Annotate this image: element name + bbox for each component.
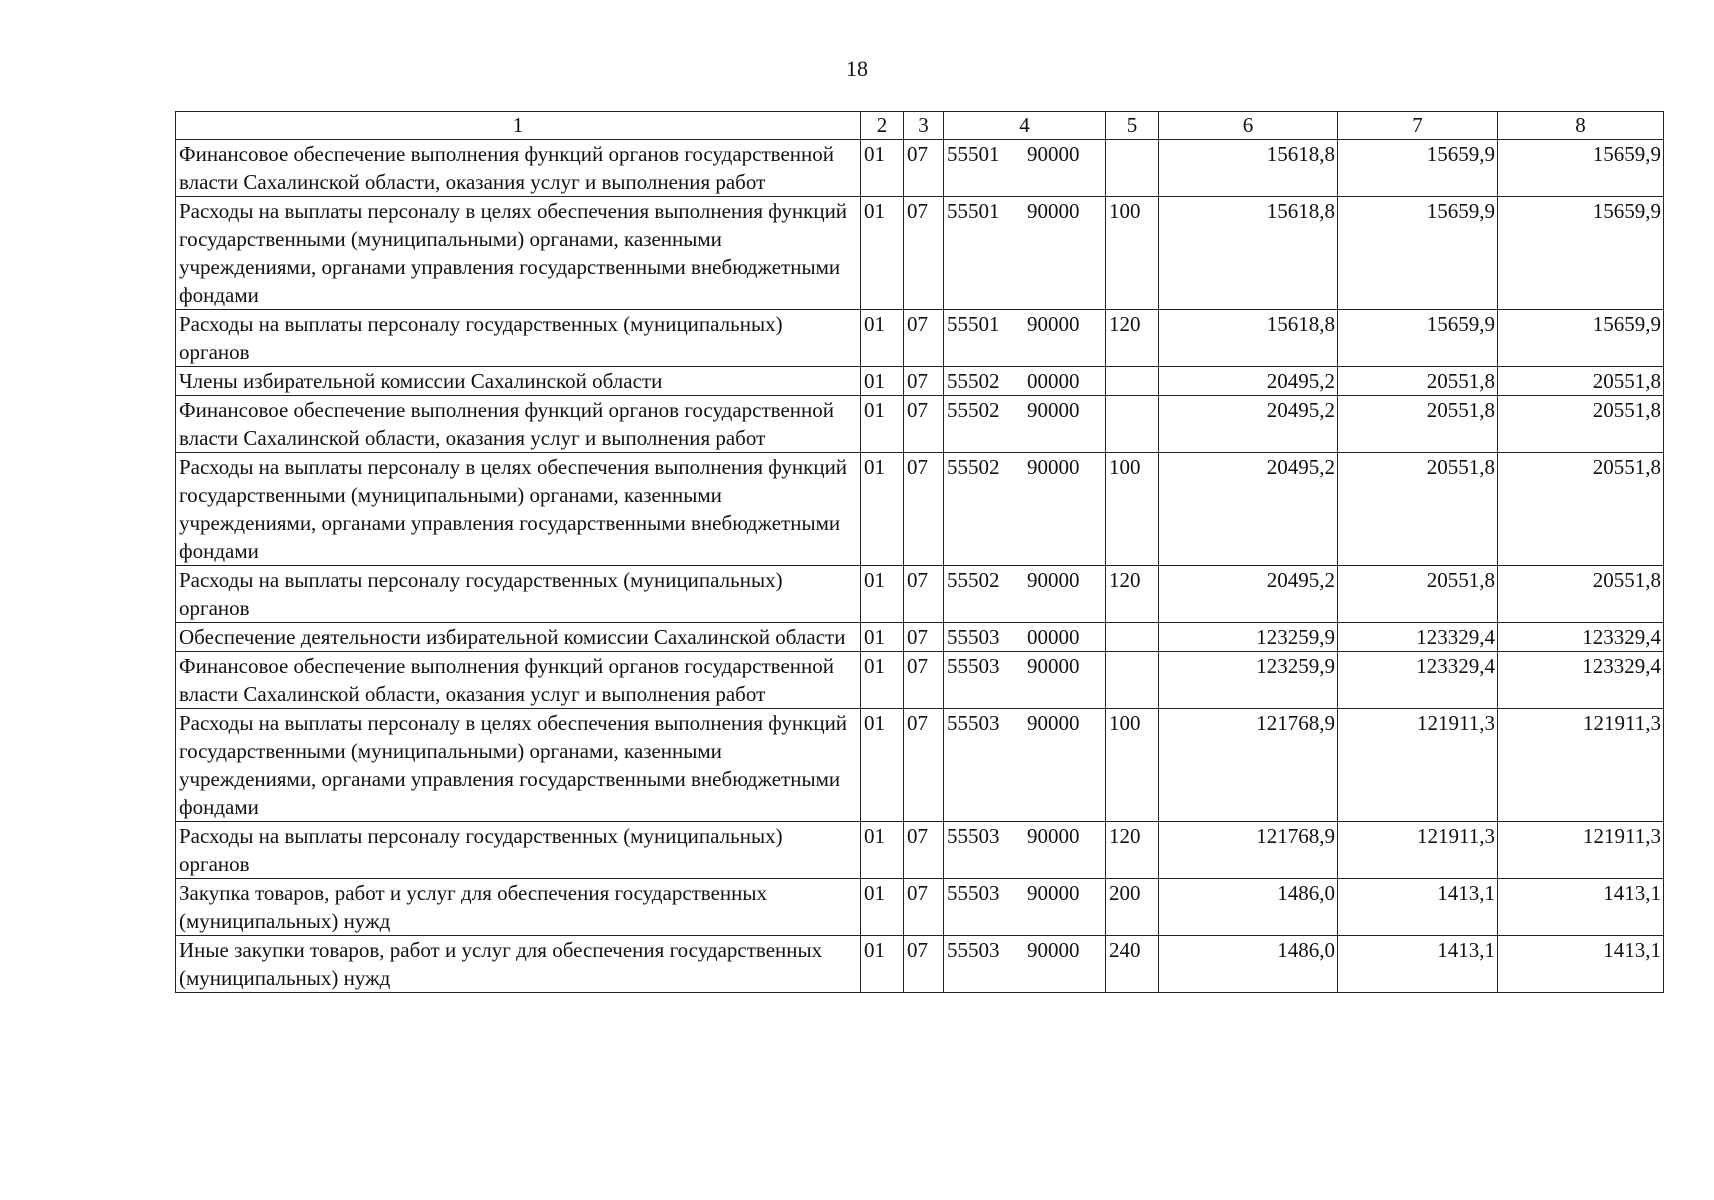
header-row: [176, 112, 1664, 140]
amount-col-7-cell: 20551,8: [1338, 396, 1498, 453]
program-code: 55502: [947, 369, 1000, 393]
section-code-cell: 01: [861, 310, 904, 367]
amount-col-6-cell: 20495,2: [1159, 367, 1338, 396]
expense-type-cell: [1106, 623, 1159, 652]
amount-col-7-cell: 1413,1: [1338, 879, 1498, 936]
row-name-cell: Расходы на выплаты персоналу в целях обеспечения выполнения функций государственными (муниципальными) органами, казенными учреждениями, органами управления государственными внебюджетными фондами: [176, 453, 861, 566]
expense-type-cell: 200: [1106, 879, 1159, 936]
section-code-cell: 01: [861, 453, 904, 566]
section-code-cell: 01: [861, 197, 904, 310]
section-code-cell: 01: [861, 566, 904, 623]
amount-col-8-cell: 123329,4: [1498, 652, 1664, 709]
direction-code: 90000: [1027, 199, 1080, 223]
header-col-6: 6: [1159, 112, 1338, 140]
target-article-cell: [944, 936, 1106, 993]
amount-col-6-cell: 15618,8: [1159, 310, 1338, 367]
direction-code: 90000: [1027, 654, 1080, 678]
amount-col-8-cell: 121911,3: [1498, 709, 1664, 822]
header-col-4: 4: [944, 112, 1106, 140]
amount-col-7-cell: 1413,1: [1338, 936, 1498, 993]
expense-type-cell: 120: [1106, 310, 1159, 367]
amount-col-8-cell: 15659,9: [1498, 140, 1664, 197]
subsection-code-cell: 07: [904, 936, 944, 993]
budget-table: [175, 111, 1664, 993]
table-row: [176, 709, 1664, 822]
section-code-cell: 01: [861, 936, 904, 993]
subsection-code-cell: 07: [904, 822, 944, 879]
row-name-cell: Финансовое обеспечение выполнения функций органов государственной власти Сахалинской области, оказания услуг и выполнения работ: [176, 140, 861, 197]
expense-type-cell: 100: [1106, 709, 1159, 822]
amount-col-7-cell: 20551,8: [1338, 566, 1498, 623]
amount-col-8-cell: 123329,4: [1498, 623, 1664, 652]
subsection-code-cell: 07: [904, 623, 944, 652]
amount-col-8-cell: 1413,1: [1498, 879, 1664, 936]
header-col-3: 3: [904, 112, 944, 140]
row-name-cell: Члены избирательной комиссии Сахалинской области: [176, 367, 861, 396]
direction-code: 90000: [1027, 568, 1080, 592]
header-col-7: 7: [1338, 112, 1498, 140]
table-row: [176, 367, 1664, 396]
table-row: [176, 936, 1664, 993]
target-article-cell: [944, 140, 1106, 197]
subsection-code-cell: 07: [904, 879, 944, 936]
program-code: 55503: [947, 881, 1000, 905]
table-row: [176, 197, 1664, 310]
expense-type-cell: 120: [1106, 822, 1159, 879]
program-code: 55503: [947, 938, 1000, 962]
amount-col-6-cell: 1486,0: [1159, 879, 1338, 936]
direction-code: 90000: [1027, 881, 1080, 905]
expense-type-cell: 100: [1106, 197, 1159, 310]
table-row: [176, 566, 1664, 623]
table-row: [176, 652, 1664, 709]
section-code-cell: 01: [861, 822, 904, 879]
amount-col-6-cell: 20495,2: [1159, 453, 1338, 566]
row-name-cell: Расходы на выплаты персоналу в целях обеспечения выполнения функций государственными (муниципальными) органами, казенными учреждениями, органами управления государственными внебюджетными фондами: [176, 709, 861, 822]
subsection-code-cell: 07: [904, 197, 944, 310]
table-row: [176, 879, 1664, 936]
amount-col-6-cell: 121768,9: [1159, 709, 1338, 822]
amount-col-8-cell: 15659,9: [1498, 310, 1664, 367]
row-name-cell: Иные закупки товаров, работ и услуг для обеспечения государственных (муниципальных) нужд: [176, 936, 861, 993]
subsection-code-cell: 07: [904, 709, 944, 822]
amount-col-6-cell: 1486,0: [1159, 936, 1338, 993]
target-article-cell: [944, 310, 1106, 367]
row-name-cell: Расходы на выплаты персоналу государственных (муниципальных) органов: [176, 310, 861, 367]
program-code: 55501: [947, 199, 1000, 223]
amount-col-6-cell: 20495,2: [1159, 566, 1338, 623]
amount-col-8-cell: 1413,1: [1498, 936, 1664, 993]
direction-code: 90000: [1027, 398, 1080, 422]
amount-col-7-cell: 15659,9: [1338, 310, 1498, 367]
section-code-cell: 01: [861, 652, 904, 709]
amount-col-7-cell: 121911,3: [1338, 822, 1498, 879]
amount-col-7-cell: 123329,4: [1338, 623, 1498, 652]
subsection-code-cell: 07: [904, 310, 944, 367]
section-code-cell: 01: [861, 623, 904, 652]
header-col-2: 2: [861, 112, 904, 140]
amount-col-8-cell: 20551,8: [1498, 367, 1664, 396]
target-article-cell: [944, 879, 1106, 936]
target-article-cell: [944, 652, 1106, 709]
table-row: [176, 396, 1664, 453]
amount-col-8-cell: 121911,3: [1498, 822, 1664, 879]
expense-type-cell: [1106, 652, 1159, 709]
program-code: 55503: [947, 654, 1000, 678]
program-code: 55502: [947, 568, 1000, 592]
amount-col-7-cell: 15659,9: [1338, 197, 1498, 310]
direction-code: 90000: [1027, 824, 1080, 848]
subsection-code-cell: 07: [904, 566, 944, 623]
amount-col-8-cell: 20551,8: [1498, 396, 1664, 453]
header-col-1: 1: [176, 112, 861, 140]
expense-type-cell: 120: [1106, 566, 1159, 623]
target-article-cell: [944, 709, 1106, 822]
amount-col-7-cell: 20551,8: [1338, 453, 1498, 566]
table-body: [176, 140, 1664, 993]
section-code-cell: 01: [861, 396, 904, 453]
amount-col-8-cell: 15659,9: [1498, 197, 1664, 310]
direction-code: 90000: [1027, 142, 1080, 166]
section-code-cell: 01: [861, 140, 904, 197]
subsection-code-cell: 07: [904, 453, 944, 566]
program-code: 55501: [947, 312, 1000, 336]
header-col-8: 8: [1498, 112, 1664, 140]
row-name-cell: Финансовое обеспечение выполнения функций органов государственной власти Сахалинской области, оказания услуг и выполнения работ: [176, 652, 861, 709]
program-code: 55503: [947, 625, 1000, 649]
expense-type-cell: [1106, 140, 1159, 197]
target-article-cell: [944, 197, 1106, 310]
expense-type-cell: 100: [1106, 453, 1159, 566]
direction-code: 00000: [1027, 625, 1080, 649]
amount-col-6-cell: 15618,8: [1159, 140, 1338, 197]
amount-col-7-cell: 123329,4: [1338, 652, 1498, 709]
row-name-cell: Обеспечение деятельности избирательной комиссии Сахалинской области: [176, 623, 861, 652]
table-row: [176, 623, 1664, 652]
program-code: 55503: [947, 711, 1000, 735]
amount-col-6-cell: 121768,9: [1159, 822, 1338, 879]
expense-type-cell: 240: [1106, 936, 1159, 993]
target-article-cell: [944, 396, 1106, 453]
amount-col-6-cell: 15618,8: [1159, 197, 1338, 310]
table-row: [176, 453, 1664, 566]
amount-col-8-cell: 20551,8: [1498, 566, 1664, 623]
subsection-code-cell: 07: [904, 652, 944, 709]
target-article-cell: [944, 367, 1106, 396]
target-article-cell: [944, 822, 1106, 879]
amount-col-6-cell: 123259,9: [1159, 652, 1338, 709]
page-number: 18: [846, 56, 868, 81]
amount-col-6-cell: 20495,2: [1159, 396, 1338, 453]
target-article-cell: [944, 623, 1106, 652]
table-row: [176, 822, 1664, 879]
expense-type-cell: [1106, 396, 1159, 453]
program-code: 55502: [947, 398, 1000, 422]
subsection-code-cell: 07: [904, 367, 944, 396]
header-col-5: 5: [1106, 112, 1159, 140]
row-name-cell: Расходы на выплаты персоналу государственных (муниципальных) органов: [176, 822, 861, 879]
direction-code: 90000: [1027, 455, 1080, 479]
table-row: [176, 310, 1664, 367]
subsection-code-cell: 07: [904, 396, 944, 453]
subsection-code-cell: 07: [904, 140, 944, 197]
amount-col-8-cell: 20551,8: [1498, 453, 1664, 566]
direction-code: 90000: [1027, 312, 1080, 336]
section-code-cell: 01: [861, 709, 904, 822]
expense-type-cell: [1106, 367, 1159, 396]
row-name-cell: Расходы на выплаты персоналу в целях обеспечения выполнения функций государственными (муниципальными) органами, казенными учреждениями, органами управления государственными внебюджетными фондами: [176, 197, 861, 310]
row-name-cell: Закупка товаров, работ и услуг для обеспечения государственных (муниципальных) нужд: [176, 879, 861, 936]
program-code: 55503: [947, 824, 1000, 848]
amount-col-7-cell: 20551,8: [1338, 367, 1498, 396]
program-code: 55502: [947, 455, 1000, 479]
row-name-cell: Расходы на выплаты персоналу государственных (муниципальных) органов: [176, 566, 861, 623]
target-article-cell: [944, 566, 1106, 623]
target-article-cell: [944, 453, 1106, 566]
row-name-cell: Финансовое обеспечение выполнения функций органов государственной власти Сахалинской области, оказания услуг и выполнения работ: [176, 396, 861, 453]
direction-code: 90000: [1027, 938, 1080, 962]
direction-code: 90000: [1027, 711, 1080, 735]
amount-col-6-cell: 123259,9: [1159, 623, 1338, 652]
section-code-cell: 01: [861, 879, 904, 936]
amount-col-7-cell: 15659,9: [1338, 140, 1498, 197]
amount-col-7-cell: 121911,3: [1338, 709, 1498, 822]
section-code-cell: 01: [861, 367, 904, 396]
program-code: 55501: [947, 142, 1000, 166]
table-row: [176, 140, 1664, 197]
direction-code: 00000: [1027, 369, 1080, 393]
